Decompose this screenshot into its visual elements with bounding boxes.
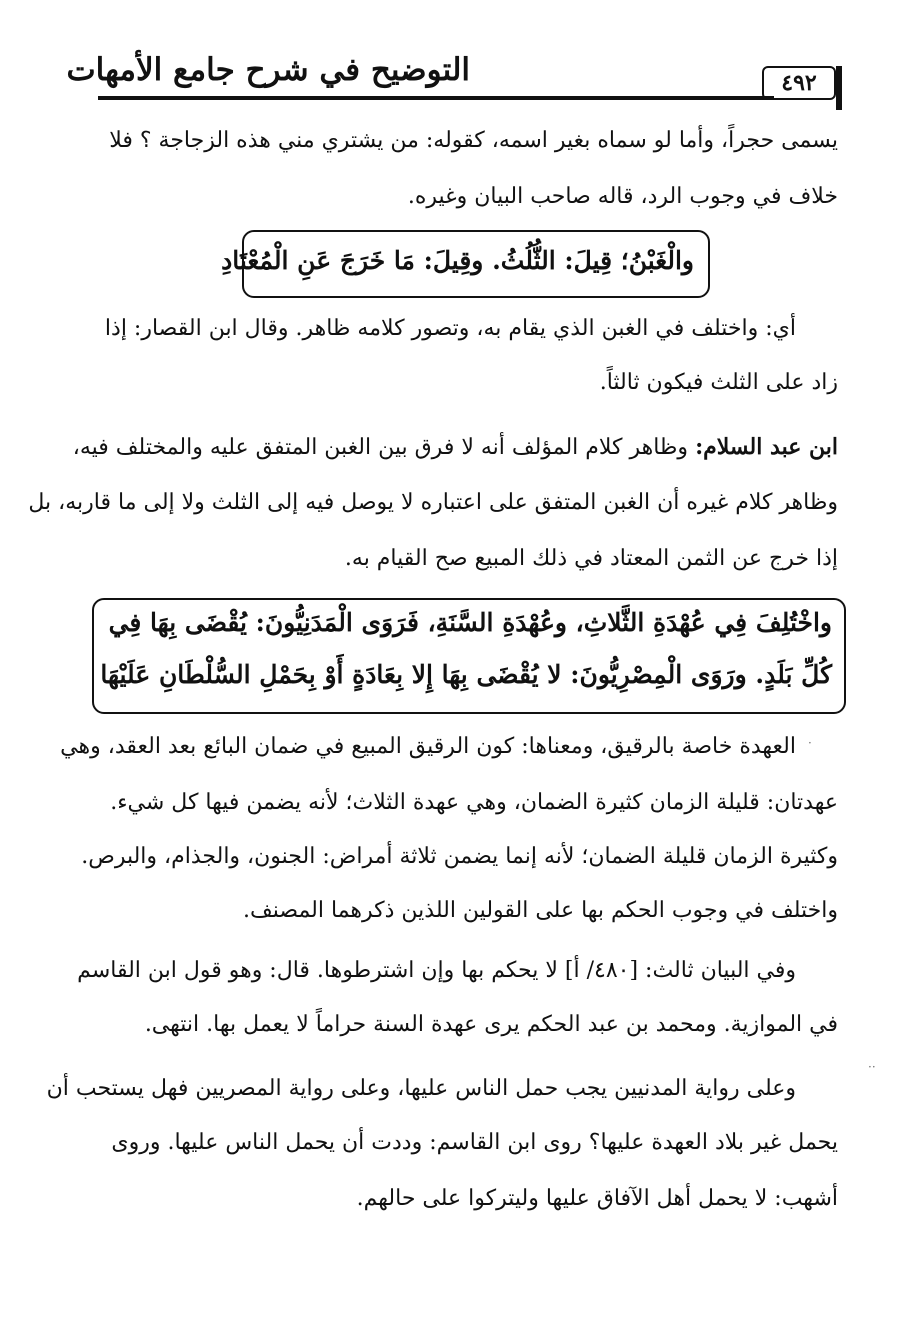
page-number: ٤٩٢ (762, 66, 836, 100)
matn-line: كُلِّ بَلَدٍ. ورَوَى الْمِصْرِيُّونَ: لا يُقْضَى بِهَا إِلا بِعَادَةٍ أَوْ بِحَمْلِ السُّلْطَانِ عَلَيْهَا (100, 660, 832, 689)
text-line: وفي البيان ثالث: [٤٨٠/ أ] لا يحكم بها وإن اشترطوها. قال: وهو قول ابن القاسم (77, 958, 796, 983)
text-line: في الموازية. ومحمد بن عبد الحكم يرى عهدة السنة حراماً لا يعمل بها. انتهى. (144, 1012, 838, 1037)
text-line: خلاف في وجوب الرد، قاله صاحب البيان وغيره. (407, 184, 838, 209)
scan-speck: ·· (868, 1060, 876, 1074)
text-line: وعلى رواية المدنيين يجب حمل الناس عليها، وعلى رواية المصريين فهل يستحب أن (46, 1076, 796, 1101)
scan-speck: · (808, 736, 812, 750)
running-title: التوضيح في شرح جامع الأمهات (66, 52, 470, 88)
text-line: إذا خرج عن الثمن المعتاد في ذلك المبيع صح القيام به. (344, 546, 838, 571)
text-line: أشهب: لا يحمل أهل الآفاق عليها وليتركوا على حالهم. (356, 1186, 838, 1211)
text-line (73, 434, 838, 461)
text-span: وظاهر كلام المؤلف أنه لا فرق بين الغبن المتفق عليه والمختلف فيه، (72, 435, 696, 460)
page-header (66, 48, 840, 100)
header-rule (98, 96, 774, 100)
text-line: يسمى حجراً، وأما لو سماه بغير اسمه، كقوله: من يشتري مني هذه الزجاجة ؟ فلا (109, 128, 838, 153)
scholar-label: ابن عبد السلام: (695, 434, 838, 460)
matn-line: والْغَبْنُ؛ قِيلَ: الثُّلُثُ. وقِيلَ: مَا خَرَجَ عَنِ الْمُعْتَادِ (221, 246, 694, 275)
text-line: وكثيرة الزمان قليلة الضمان؛ لأنه إنما يضمن ثلاثة أمراض: الجنون، والجذام، والبرص. (81, 844, 838, 869)
matn-frame (221, 230, 710, 298)
text-line: زاد على الثلث فيكون ثالثاً. (599, 370, 838, 395)
matn-frame (92, 598, 846, 714)
text-line: أي: واختلف في الغبن الذي يقام به، وتصور كلامه ظاهر. وقال ابن القصار: إذا (104, 316, 796, 341)
text-line: وظاهر كلام غيره أن الغبن المتفق على اعتباره لا يوصل فيه إلى الثلث ولا إلى ما قاربه، بل (28, 490, 838, 515)
text-line: العهدة خاصة بالرقيق، ومعناها: كون الرقيق المبيع في ضمان البائع بعد العقد، وهي (60, 734, 796, 759)
text-line: يحمل غير بلاد العهدة عليها؟ روى ابن القاسم: وددت أن يحمل الناس عليها. وروى (111, 1130, 838, 1155)
text-line: عهدتان: قليلة الزمان كثيرة الضمان، وهي عهدة الثلاث؛ لأنه يضمن فيها كل شيء. (110, 790, 838, 815)
matn-line: واخْتُلِفَ فِي عُهْدَةِ الثَّلاثِ، وعُهْدَةِ السَّنَةِ، فَرَوَى الْمَدَنِيُّونَ: يُقْضَى بِهَا فِي (108, 608, 832, 637)
text-line: واختلف في وجوب الحكم بها على القولين اللذين ذكرهما المصنف. (242, 898, 838, 923)
